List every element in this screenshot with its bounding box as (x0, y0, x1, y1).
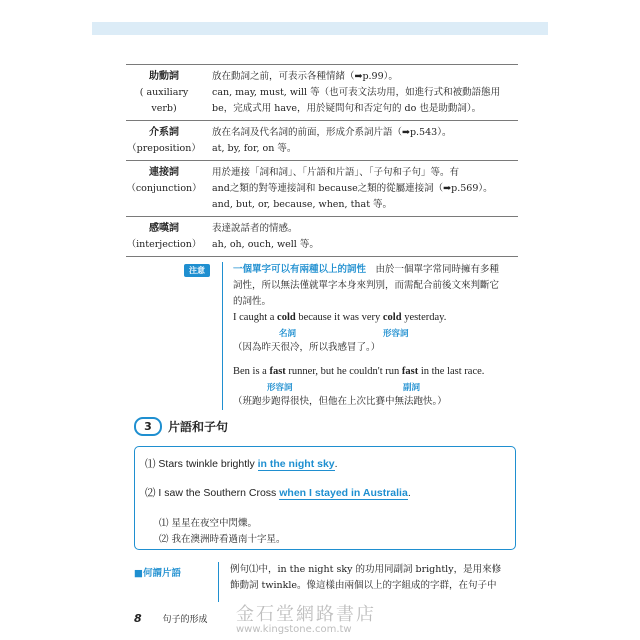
watermark: 金石堂網路書店 (236, 604, 376, 625)
annotation: 名詞 (279, 329, 297, 339)
text: ⑴ Stars twinkle brightly (145, 458, 258, 470)
bold-word: cold (382, 312, 402, 323)
chapter-title: 句子的形成 (162, 615, 208, 625)
desc-line: ah, oh, ouch, well 等。 (212, 239, 319, 250)
text: Ben is a (233, 366, 270, 377)
term-en-2: verb) (151, 103, 177, 114)
annotation: 形容詞 (383, 329, 409, 339)
desc-line: 放在動詞之前，可表示各種情緒（➡p.99）。 (212, 71, 398, 82)
translation: （因為昨天很冷，所以我感冒了。） (233, 342, 381, 353)
term-zh: 介系詞 (149, 127, 179, 138)
side-label: ■何謂片語 (134, 568, 181, 579)
term-zh: 感嘆詞 (149, 223, 179, 234)
desc-line: and, but, or, because, when, that 等。 (212, 199, 393, 210)
annotation: 形容詞 (267, 383, 293, 393)
desc-line: at, by, for, on 等。 (212, 143, 297, 154)
side-body (230, 562, 522, 594)
table-row (126, 121, 518, 161)
term-cell (126, 165, 202, 213)
example-2 (145, 485, 411, 500)
bold-word: cold (277, 312, 296, 323)
body-line: 飾動詞 twinkle。像這樣由兩個以上的字組成的字群，在句子中 (230, 580, 497, 591)
term-en: （preposition） (127, 143, 201, 154)
parts-of-speech-table (126, 64, 518, 257)
term-en: ( auxiliary (139, 87, 189, 98)
bold-word: fast (401, 366, 419, 377)
term-en: （conjunction） (126, 183, 202, 194)
example-1 (145, 456, 338, 471)
note-line (233, 262, 533, 278)
text: . (407, 487, 411, 499)
term-cell (126, 221, 202, 253)
table-row (126, 217, 518, 257)
desc-cell (202, 125, 518, 157)
table-row (126, 161, 518, 217)
example-box (134, 446, 516, 550)
annotation: 副詞 (403, 383, 421, 393)
text: in the last race. (418, 366, 485, 377)
page-footer (134, 612, 208, 625)
note-badge: 注意 (184, 264, 210, 277)
table-row (126, 64, 518, 121)
desc-cell (202, 165, 518, 213)
translation: （班跑步跑得很快，但他在上次比賽中無法跑快。） (233, 396, 447, 407)
header-band (92, 22, 548, 35)
text: yesterday. (401, 312, 447, 323)
text: because it was very (295, 312, 383, 323)
desc-line: 放在名詞及代名詞的前面，形成介系詞片語（➡p.543）。 (212, 127, 452, 138)
note-text: 詞性，所以無法僅就單字本身來判別，而需配合前後文來判斷它 (233, 280, 500, 291)
body-line: 例句⑴中，in the night sky 的功用同副詞 brightly，是用來修 (230, 564, 502, 575)
highlight-clause: when I stayed in Australia (279, 487, 408, 499)
text: runner, but he couldn't run (285, 366, 402, 377)
desc-cell (202, 69, 518, 117)
note-box (222, 262, 533, 410)
text: . (334, 458, 338, 470)
note-text: 的詞性。 (233, 296, 272, 307)
section-title: 片語和子句 (168, 420, 229, 434)
bold-word: fast (269, 366, 286, 377)
section-heading (134, 417, 228, 436)
term-cell (126, 69, 202, 117)
annotation-row (233, 380, 533, 394)
note-text: 由於一個單字常同時擁有多種 (375, 264, 500, 275)
translation-1: ⑴ 星星在夜空中閃爍。 (159, 518, 258, 529)
desc-line: 表達說話者的情感。 (212, 223, 298, 234)
desc-line: 用於連接「詞和詞」、「片語和片語」、「子句和子句」等。有 (212, 167, 460, 178)
desc-line: be，完成式用 have，用於疑問句和否定句的 do 也是助動詞）。 (212, 103, 482, 114)
term-en: （interjection） (126, 239, 202, 250)
desc-line: can, may, must, will 等（也可表文法功用，如進行式和被動語態用 (212, 87, 501, 98)
term-zh: 連接詞 (149, 167, 179, 178)
example-sentence (233, 310, 533, 326)
term-cell (126, 125, 202, 157)
example-sentence (233, 364, 533, 380)
term-zh: 助動詞 (149, 71, 179, 82)
translation-2: ⑵ 我在澳洲時看過南十字星。 (159, 534, 286, 545)
divider (218, 562, 219, 602)
section-number: 3 (134, 417, 162, 436)
note-heading: 一個單字可以有兩種以上的詞性 (233, 264, 367, 275)
desc-line: and之類的對等連接詞和 because之類的從屬連接詞（➡p.569）。 (212, 183, 493, 194)
watermark-url: www.kingstone.com.tw (236, 624, 352, 635)
text: ⑵ I saw the Southern Cross (145, 487, 280, 499)
annotation-row (233, 326, 533, 340)
desc-cell (202, 221, 518, 253)
page-number: 8 (134, 612, 142, 625)
text: I caught a (233, 312, 278, 323)
highlight-phrase: in the night sky (257, 458, 335, 470)
